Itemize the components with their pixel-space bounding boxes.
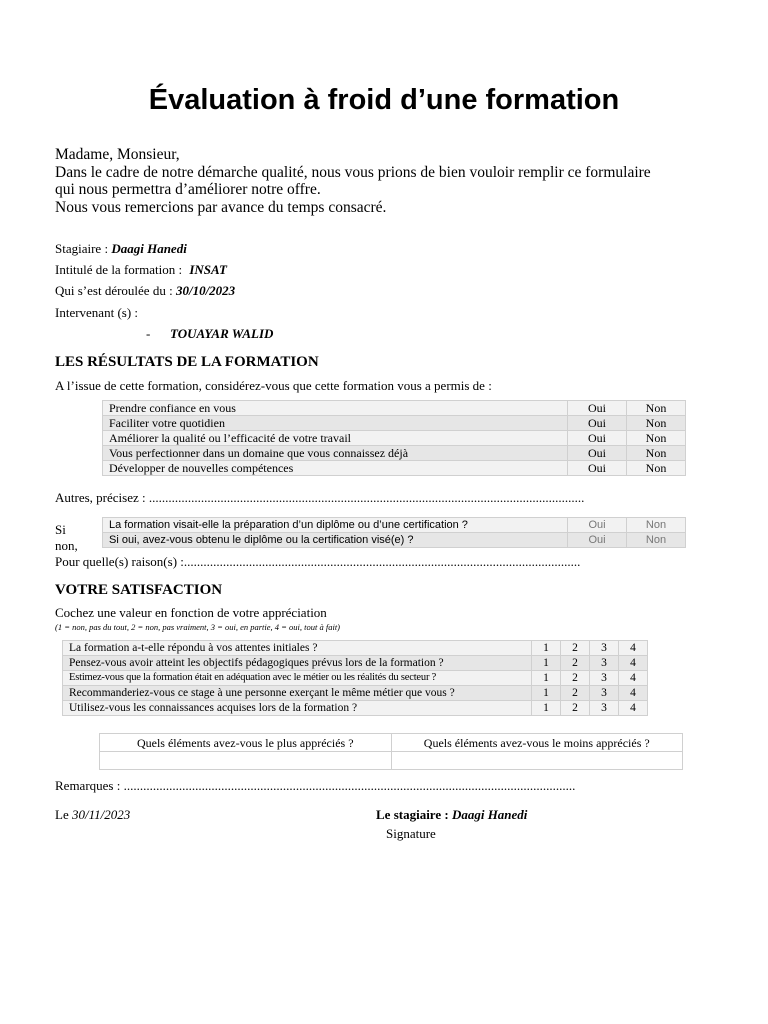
rating-3[interactable]: 3 xyxy=(590,686,619,701)
oui-option[interactable]: Oui xyxy=(568,533,627,548)
non-label: non, xyxy=(55,538,78,553)
stagiaire-label: Stagiaire : xyxy=(55,241,112,256)
rating-4[interactable]: 4 xyxy=(619,641,648,656)
intro-line: Nous vous remercions par avance du temps consacré. xyxy=(55,198,387,216)
rating-4[interactable]: 4 xyxy=(619,656,648,671)
stagiaire-signature-label: Le stagiaire : xyxy=(376,807,452,822)
row-label: Développer de nouvelles compétences xyxy=(103,461,568,476)
rating-1[interactable]: 1 xyxy=(532,641,561,656)
rating-2[interactable]: 2 xyxy=(561,641,590,656)
appreciation-table xyxy=(99,733,683,770)
oui-option[interactable]: Oui xyxy=(568,461,627,476)
rating-4[interactable]: 4 xyxy=(619,701,648,716)
remarques-field[interactable]: Remarques : ........................................................................................................................................... xyxy=(55,778,576,793)
intitule-line xyxy=(55,262,227,278)
table-row xyxy=(103,461,686,476)
row-label: Vous perfectionner dans un domaine que vous connaissez déjà xyxy=(103,446,568,461)
non-option[interactable]: Non xyxy=(627,518,686,533)
table-row xyxy=(103,416,686,431)
date-line xyxy=(55,807,130,823)
rating-3[interactable]: 3 xyxy=(590,701,619,716)
table-row xyxy=(63,656,648,671)
table-row xyxy=(100,752,683,770)
intro-paragraph xyxy=(55,146,735,216)
page-title: Évaluation à froid d’une formation xyxy=(148,84,620,116)
raison-field[interactable]: Pour quelle(s) raison(s) :.......................................................................................................................... xyxy=(55,554,581,569)
table-row xyxy=(63,671,648,686)
resultats-heading: LES RÉSULTATS DE LA FORMATION xyxy=(55,354,319,370)
rating-3[interactable]: 3 xyxy=(590,656,619,671)
intro-line: Madame, Monsieur, xyxy=(55,146,180,163)
date-value: 30/11/2023 xyxy=(71,807,131,822)
plus-apprecies-header: Quels éléments avez-vous le plus appréciés ? xyxy=(100,734,392,752)
plus-apprecies-cell[interactable] xyxy=(100,752,392,770)
satisfaction-scale: (1 = non, pas du tout, 2 = non, pas vraiment, 3 = oui, en partie, 4 = oui, tout à fait) xyxy=(55,622,341,632)
rating-1[interactable]: 1 xyxy=(532,671,561,686)
non-option[interactable]: Non xyxy=(627,401,686,416)
table-row xyxy=(103,446,686,461)
intro-line: qui nous permettra d’améliorer notre offre. xyxy=(55,181,321,198)
rating-3[interactable]: 3 xyxy=(590,641,619,656)
autres-field[interactable]: Autres, précisez : ...................................................................................................................................... xyxy=(55,490,585,505)
table-row xyxy=(63,686,648,701)
table-row xyxy=(103,431,686,446)
row-label: Si oui, avez-vous obtenu le diplôme ou la certification visé(e) ? xyxy=(103,533,568,548)
intitule-label: Intitulé de la formation : xyxy=(55,262,186,277)
rating-4[interactable]: 4 xyxy=(619,686,648,701)
rating-2[interactable]: 2 xyxy=(561,656,590,671)
non-option[interactable]: Non xyxy=(627,461,686,476)
rating-1[interactable]: 1 xyxy=(532,656,561,671)
rating-4[interactable]: 4 xyxy=(619,671,648,686)
resultats-question: A l’issue de cette formation, considérez-vous que cette formation vous a permis de : xyxy=(55,378,492,393)
deroulee-label: Qui s’est déroulée du : xyxy=(55,283,176,298)
row-label: Prendre confiance en vous xyxy=(103,401,568,416)
intervenant-line xyxy=(170,326,273,342)
non-option[interactable]: Non xyxy=(627,533,686,548)
oui-option[interactable]: Oui xyxy=(568,431,627,446)
stagiaire-value: Daagi Hanedi xyxy=(111,241,187,256)
stagiaire-line xyxy=(55,241,187,257)
non-option[interactable]: Non xyxy=(627,446,686,461)
rating-1[interactable]: 1 xyxy=(532,686,561,701)
row-label: Estimez-vous que la formation était en adéquation avec le métier ou les réalités du secteur ? xyxy=(63,671,532,686)
row-label: Améliorer la qualité ou l’efficacité de votre travail xyxy=(103,431,568,446)
non-option[interactable]: Non xyxy=(627,416,686,431)
row-label: Pensez-vous avoir atteint les objectifs pédagogiques prévus lors de la formation ? xyxy=(63,656,532,671)
intro-line: Dans le cadre de notre démarche qualité, nous vous prions de bien vouloir remplir ce formulaire xyxy=(55,163,651,181)
rating-1[interactable]: 1 xyxy=(532,701,561,716)
row-label: La formation a-t-elle répondu à vos attentes initiales ? xyxy=(63,641,532,656)
oui-option[interactable]: Oui xyxy=(568,416,627,431)
table-row xyxy=(103,518,686,533)
rating-2[interactable]: 2 xyxy=(561,686,590,701)
stagiaire-signature-name: Daagi Hanedi xyxy=(451,807,528,822)
non-option[interactable]: Non xyxy=(627,431,686,446)
stagiaire-signature-line xyxy=(376,807,527,823)
oui-option[interactable]: Oui xyxy=(568,401,627,416)
rating-2[interactable]: 2 xyxy=(561,671,590,686)
satisfaction-table xyxy=(62,640,648,716)
intervenant-value: TOUAYAR WALID xyxy=(170,326,274,341)
table-row xyxy=(103,533,686,548)
deroulee-line xyxy=(55,283,235,299)
table-row xyxy=(103,401,686,416)
oui-option[interactable]: Oui xyxy=(568,518,627,533)
row-label: La formation visait-elle la préparation d’un diplôme ou d’une certification ? xyxy=(103,518,568,533)
oui-option[interactable]: Oui xyxy=(568,446,627,461)
diplome-table xyxy=(102,517,686,548)
table-row xyxy=(63,641,648,656)
rating-2[interactable]: 2 xyxy=(561,701,590,716)
table-row xyxy=(63,701,648,716)
intervenant-dash: - xyxy=(146,326,151,341)
moins-apprecies-header: Quels éléments avez-vous le moins appréciés ? xyxy=(391,734,683,752)
moins-apprecies-cell[interactable] xyxy=(391,752,683,770)
satisfaction-instruction: Cochez une valeur en fonction de votre appréciation xyxy=(55,605,327,620)
si-label: Si xyxy=(55,522,66,537)
resultats-table xyxy=(102,400,686,476)
signature-label: Signature xyxy=(386,826,436,841)
deroulee-value: 30/10/2023 xyxy=(175,283,236,298)
row-label: Faciliter votre quotidien xyxy=(103,416,568,431)
row-label: Utilisez-vous les connaissances acquises lors de la formation ? xyxy=(63,701,532,716)
rating-3[interactable]: 3 xyxy=(590,671,619,686)
satisfaction-heading: VOTRE SATISFACTION xyxy=(55,582,223,598)
date-label: Le xyxy=(55,807,72,822)
table-row xyxy=(100,734,683,752)
intervenant-label: Intervenant (s) : xyxy=(55,305,139,320)
intitule-value: INSAT xyxy=(189,262,227,277)
row-label: Recommanderiez-vous ce stage à une personne exerçant le même métier que vous ? xyxy=(63,686,532,701)
